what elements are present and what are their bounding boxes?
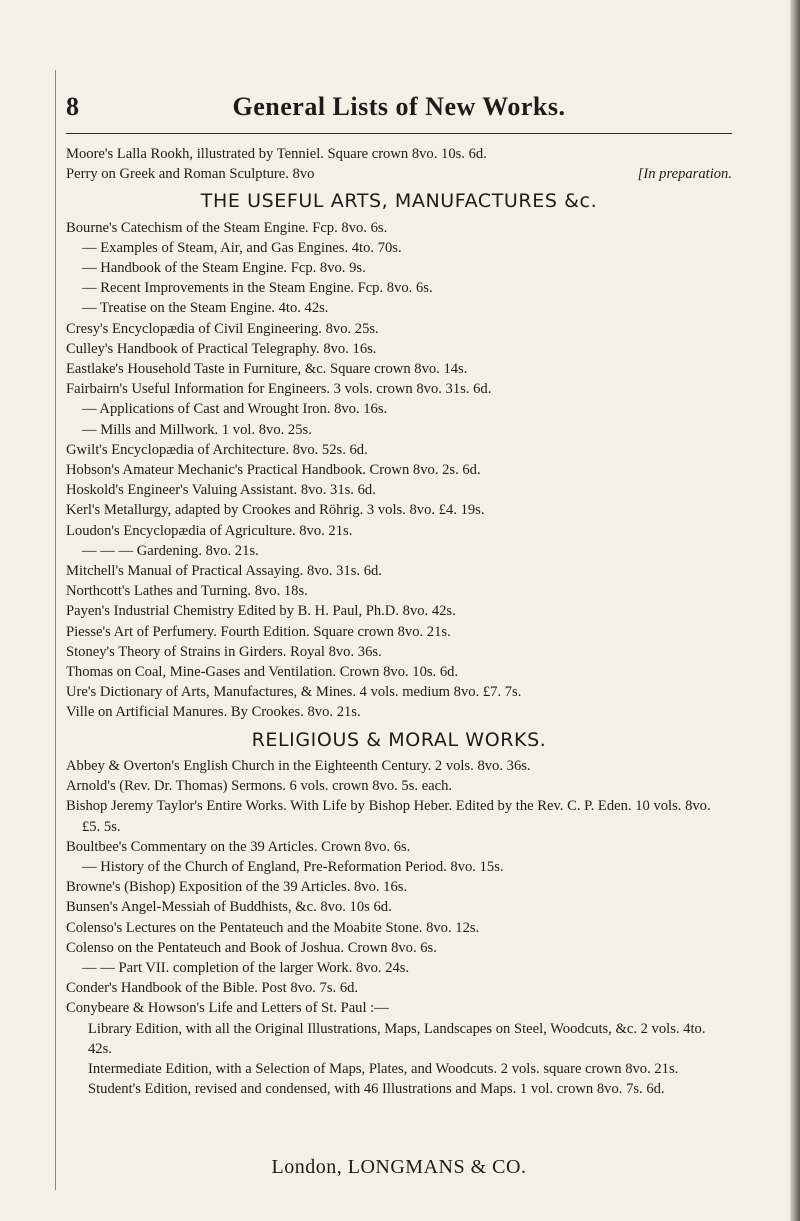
sub-list-item: Library Edition, with all the Original Illustrations, Maps, Landscapes on Steel, Woodcuts, &c. 2 vols. 4to. 42s. xyxy=(88,1020,706,1057)
list-item: Piesse's Art of Perfumery. Fourth Edition. Square crown 8vo. 21s. xyxy=(66,623,451,640)
list-item: — Handbook of the Steam Engine. Fcp. 8vo. 9s. xyxy=(82,260,366,277)
entry-text: Perry on Greek and Roman Sculpture. 8vo xyxy=(66,166,315,183)
list-item: — Treatise on the Steam Engine. 4to. 42s. xyxy=(82,300,329,317)
list-item: Stoney's Theory of Strains in Girders. Royal 8vo. 36s. xyxy=(66,643,382,660)
list-item: Fairbairn's Useful Information for Engineers. 3 vols. crown 8vo. 31s. 6d. xyxy=(66,381,492,398)
sub-list-item: Intermediate Edition, with a Selection of Maps, Plates, and Woodcuts. 2 vols. square crown 8vo. 21s. xyxy=(88,1060,679,1077)
section-title-useful-arts: THE USEFUL ARTS, MANUFACTURES &c. xyxy=(200,190,598,213)
list-item: Abbey & Overton's English Church in the Eighteenth Century. 2 vols. 8vo. 36s. xyxy=(66,757,531,774)
list-item: Conybeare & Howson's Life and Letters of St. Paul :— xyxy=(66,1000,389,1017)
list-item: — Applications of Cast and Wrought Iron. 8vo. 16s. xyxy=(82,401,388,418)
list-item: Kerl's Metallurgy, adapted by Crookes and Röhrig. 3 vols. 8vo. £4. 19s. xyxy=(66,502,485,519)
list-item: Conder's Handbook of the Bible. Post 8vo. 7s. 6d. xyxy=(66,980,359,997)
page-title: General Lists of New Works. xyxy=(232,92,566,121)
list-item: Hobson's Amateur Mechanic's Practical Handbook. Crown 8vo. 2s. 6d. xyxy=(66,462,481,479)
list-item: Mitchell's Manual of Practical Assaying. 8vo. 31s. 6d. xyxy=(66,563,382,580)
page-number: 8 xyxy=(66,92,79,121)
list-item: Thomas on Coal, Mine-Gases and Ventilation. Crown 8vo. 10s. 6d. xyxy=(66,664,459,681)
list-item: Loudon's Encyclopædia of Agriculture. 8vo. 21s. xyxy=(66,522,353,539)
list-item: Northcott's Lathes and Turning. 8vo. 18s. xyxy=(66,583,308,600)
list-item: Bourne's Catechism of the Steam Engine. Fcp. 8vo. 6s. xyxy=(66,219,388,236)
page-shadow xyxy=(790,0,800,1221)
list-item: Payen's Industrial Chemistry Edited by B. H. Paul, Ph.D. 8vo. 42s. xyxy=(66,603,456,620)
list-item: Arnold's (Rev. Dr. Thomas) Sermons. 6 vols. crown 8vo. 5s. each. xyxy=(66,778,453,795)
list-item: — — — Gardening. 8vo. 21s. xyxy=(82,542,259,559)
list-item: Cresy's Encyclopædia of Civil Engineering. 8vo. 25s. xyxy=(66,320,379,337)
list-item: Ure's Dictionary of Arts, Manufactures, & Mines. 4 vols. medium 8vo. £7. 7s. xyxy=(66,684,522,701)
list-item: Boultbee's Commentary on the 39 Articles. Crown 8vo. 6s. xyxy=(66,838,411,855)
list-item: — — Part VII. completion of the larger Work. 8vo. 24s. xyxy=(82,959,410,976)
publisher-imprint: London, LONGMANS & CO. xyxy=(271,1156,527,1178)
list-item: Colenso on the Pentateuch and Book of Joshua. Crown 8vo. 6s. xyxy=(66,939,437,956)
list-item: — Mills and Millwork. 1 vol. 8vo. 25s. xyxy=(82,421,312,438)
section-title-religious: RELIGIOUS & MORAL WORKS. xyxy=(251,728,547,751)
list-item: Culley's Handbook of Practical Telegraphy. 8vo. 16s. xyxy=(66,340,377,357)
header-rule xyxy=(66,133,732,134)
list-item: Bishop Jeremy Taylor's Entire Works. With Life by Bishop Heber. Edited by the Rev. C. P. Eden. 10 vols. 8vo. £5. 5s. xyxy=(66,798,711,835)
page-header xyxy=(66,92,732,132)
list-item: Ville on Artificial Manures. By Crookes. 8vo. 21s. xyxy=(66,704,361,721)
list-item: Browne's (Bishop) Exposition of the 39 Articles. 8vo. 16s. xyxy=(66,879,408,896)
catalogue-list xyxy=(66,144,732,1099)
list-item: Gwilt's Encyclopædia of Architecture. 8vo. 52s. 6d. xyxy=(66,441,368,458)
page-edge xyxy=(55,70,56,1190)
list-item: Moore's Lalla Rookh, illustrated by Tenniel. Square crown 8vo. 10s. 6d. xyxy=(66,146,487,162)
list-item: Colenso's Lectures on the Pentateuch and the Moabite Stone. 8vo. 12s. xyxy=(66,919,480,936)
sub-list-item: Student's Edition, revised and condensed, with 46 Illustrations and Maps. 1 vol. crown 8vo. 7s. 6d. xyxy=(88,1081,665,1098)
list-item: Hoskold's Engineer's Valuing Assistant. 8vo. 31s. 6d. xyxy=(66,482,376,499)
preparation-note: [In preparation. xyxy=(637,166,732,183)
list-item: — History of the Church of England, Pre-Reformation Period. 8vo. 15s. xyxy=(82,858,504,875)
list-item: — Recent Improvements in the Steam Engine. Fcp. 8vo. 6s. xyxy=(82,280,433,297)
list-item: — Examples of Steam, Air, and Gas Engines. 4to. 70s. xyxy=(82,239,402,256)
list-item xyxy=(66,164,732,184)
list-item: Eastlake's Household Taste in Furniture, &c. Square crown 8vo. 14s. xyxy=(66,361,468,378)
list-item: Bunsen's Angel-Messiah of Buddhists, &c. 8vo. 10s 6d. xyxy=(66,899,392,916)
